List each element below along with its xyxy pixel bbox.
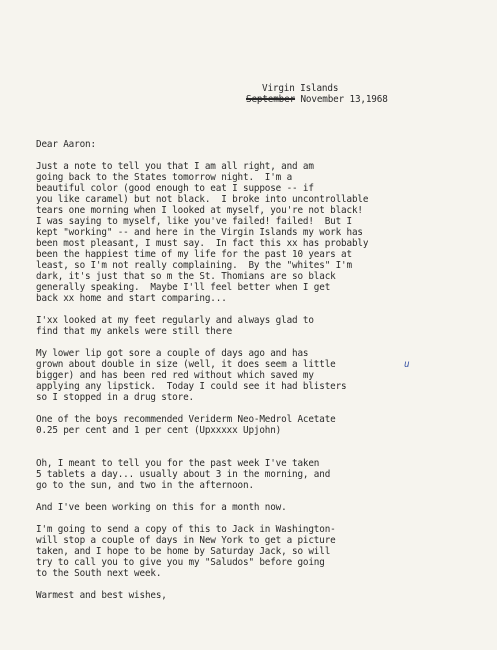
p7-line: I'm going to send a copy of this to Jack in Washington-: [36, 524, 336, 535]
p7-line: taken, and I hope to be home by Saturday Jack, so will: [36, 546, 331, 557]
p4-line: 0.25 per cent and 1 per cent (Upxxxxx Upjohn): [36, 425, 282, 436]
p4-line: One of the boys recommended Veriderm Neo-Medrol Acetate: [36, 414, 336, 425]
p6-line: And I've been working on this for a month now.: [36, 502, 287, 513]
p7-line: will stop a couple of days in New York to get a picture: [36, 535, 336, 546]
closing: Warmest and best wishes,: [36, 590, 167, 601]
p1-line: I was saying to myself, like you've failed! failed! But I: [36, 216, 352, 227]
p7-line: to the South next week.: [36, 568, 162, 579]
p5-line: go to the sun, and two in the afternoon.: [36, 480, 254, 491]
p3-line: so I stopped in a drug store.: [36, 392, 194, 403]
p1-line: dark, it's just that so m the St. Thomians are so black: [36, 271, 336, 282]
p5-line: 5 tablets a day... usually about 3 in the morning, and: [36, 469, 331, 480]
p3-line: applying any lipstick. Today I could see it had blisters: [36, 381, 347, 392]
header-location: Virgin Islands: [262, 83, 339, 94]
p1-line: been the happiest time of my life for the past 10 years at: [36, 249, 352, 260]
handwritten-annotation: u: [404, 359, 410, 370]
header-date: November 13,1968: [300, 94, 388, 105]
p1-line: back xx home and start comparing...: [36, 293, 227, 304]
p3-line: grown about double in size (well, it does seem a little: [36, 359, 336, 370]
p1-line: least, so I'm not really complaining. By the "whites" I'm: [36, 260, 352, 271]
p1-line: beautiful color (good enough to eat I suppose -- if: [36, 183, 314, 194]
p5-line: Oh, I meant to tell you for the past week I've taken: [36, 458, 320, 469]
p3-line: bigger) and has been red red without which saved my: [36, 370, 314, 381]
p7-line: try to call you to give you my "Saludos" before going: [36, 557, 325, 568]
p1-line: tears one morning when I looked at myself, you're not black!: [36, 205, 363, 216]
salutation: Dear Aaron:: [36, 139, 96, 150]
p3-line: My lower lip got sore a couple of days ago and has: [36, 348, 309, 359]
p1-line: going back to the States tomorrow night. I'm a: [36, 172, 293, 183]
p1-line: kept "working" -- and here in the Virgin Islands my work has: [36, 227, 363, 238]
p2-line: I'xx looked at my feet regularly and always glad to: [36, 315, 314, 326]
p2-line: find that my ankels were still there: [36, 326, 233, 337]
p1-line: you like caramel) but not black. I broke into uncontrollable: [36, 194, 369, 205]
struck-month: September: [246, 94, 296, 105]
p1-line: been most pleasant, I must say. In fact this xx has probably: [36, 238, 369, 249]
p1-line: Just a note to tell you that I am all right, and am: [36, 161, 314, 172]
header-date-line: [246, 94, 388, 105]
p1-line: generally speaking. Maybe I'll feel better when I get: [36, 282, 331, 293]
